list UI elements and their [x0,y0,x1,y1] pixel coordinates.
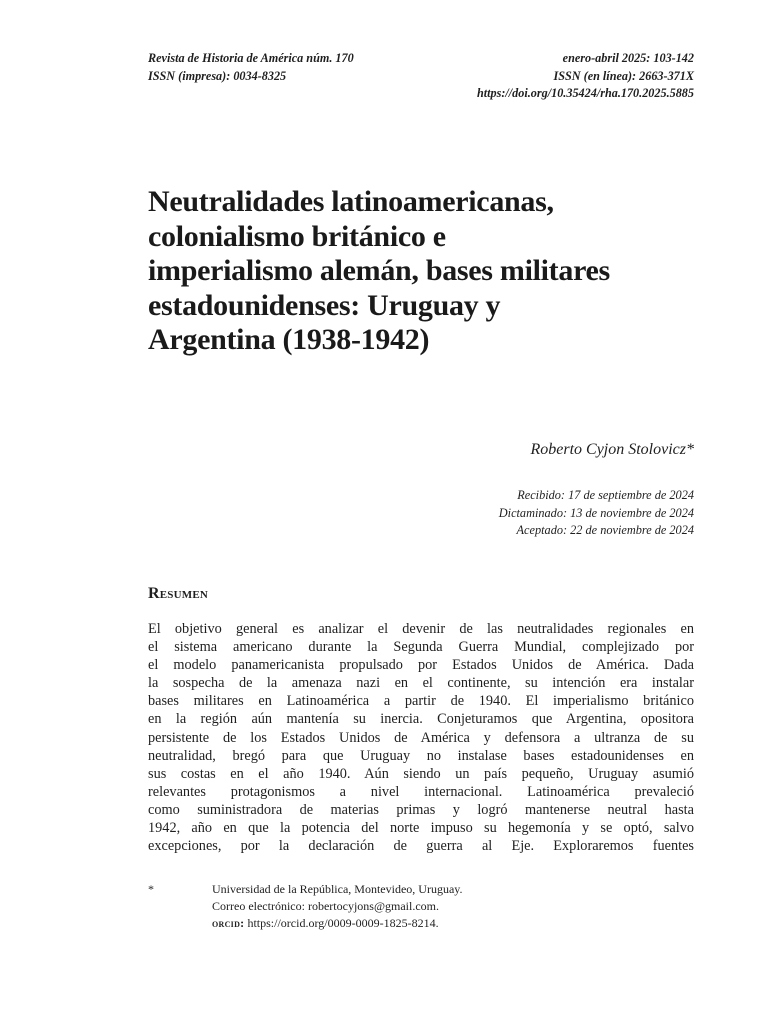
footnote-mark: * [148,882,154,896]
orcid-label: orcid: [212,916,245,930]
date-reviewed: Dictaminado: 13 de noviembre de 2024 [498,505,694,520]
abstract-line: en la región aún mantenía su inercia. Conjeturamos que Argentina, opositora [148,711,694,728]
issn-online: ISSN (en línea): 2663-371X [553,68,694,83]
journal-name: Revista de Historia de América núm. 170 [148,51,354,65]
article-title [148,185,708,358]
footnote-body [212,881,463,932]
abstract-line: sus costas en el año 1940. Aún siendo un país pequeño, Uruguay asumió [148,765,694,782]
abstract-line: El objetivo general es analizar el devenir de las neutralidades regionales en [148,621,694,637]
submission-dates [499,487,694,540]
doi-link[interactable]: https://doi.org/10.35424/rha.170.2025.5885 [476,86,694,100]
abstract-line: como suministradora de materias primas y logró mantenerse neutral hasta [148,801,694,818]
abstract-line: el modelo panamericanista propulsado por Estados Unidos de América. Dada [148,657,694,674]
abstract-line: bases militares en Latinoamérica a partir de 1940. El imperialismo británico [148,693,694,710]
date-accepted: Aceptado: 22 de noviembre de 2024 [516,523,694,538]
footnote-affiliation: Universidad de la República, Montevideo, Uruguay. [212,882,463,896]
abstract-heading: Resumen [148,585,209,602]
title-line: estadounidenses: Uruguay y [148,288,501,322]
abstract-line: relevantes protagonismos a nivel internacional. Latinoamérica prevaleció [148,783,694,800]
title-line: imperialismo alemán, bases militares [148,254,610,287]
title-line: Argentina (1938-1942) [148,323,430,356]
title-line: Neutralidades latinoamericanas, [148,185,554,218]
date-received: Recibido: 17 de septiembre de 2024 [517,488,694,502]
footnote-email[interactable]: Correo electrónico: robertocyjons@gmail.com. [212,899,439,913]
abstract-line: el sistema americano durante la Segunda Guerra Mundial, complejizado por [148,639,694,656]
abstract-line: excepciones, por la declaración de guerra al Eje. Exploraremos fuentes [148,838,694,855]
title-line: colonialismo británico e [148,219,446,253]
issue-pages: enero-abril 2025: 103-142 [562,51,694,65]
author-name: Roberto Cyjon Stolovicz* [530,441,694,458]
abstract-line: la sospecha de la amenaza nazi en el continente, su intención era instalar [148,675,694,692]
issn-print: ISSN (impresa): 0034-8325 [148,68,287,83]
orcid-link[interactable]: https://orcid.org/0009-0009-1825-8214. [247,916,439,930]
running-header-right [477,50,694,103]
abstract-body [148,620,694,855]
running-header-left [148,50,354,85]
abstract-line: 1942, año en que la potencia del norte impuso su hegemonía y se optó, salvo [148,820,694,837]
abstract-line: persistente de los Estados Unidos de América y defensora a ultranza de su [148,729,694,746]
abstract-line: neutralidad, bregó para que Uruguay no instalase bases estadounidenses en [148,747,694,764]
footnote-orcid [212,915,463,932]
